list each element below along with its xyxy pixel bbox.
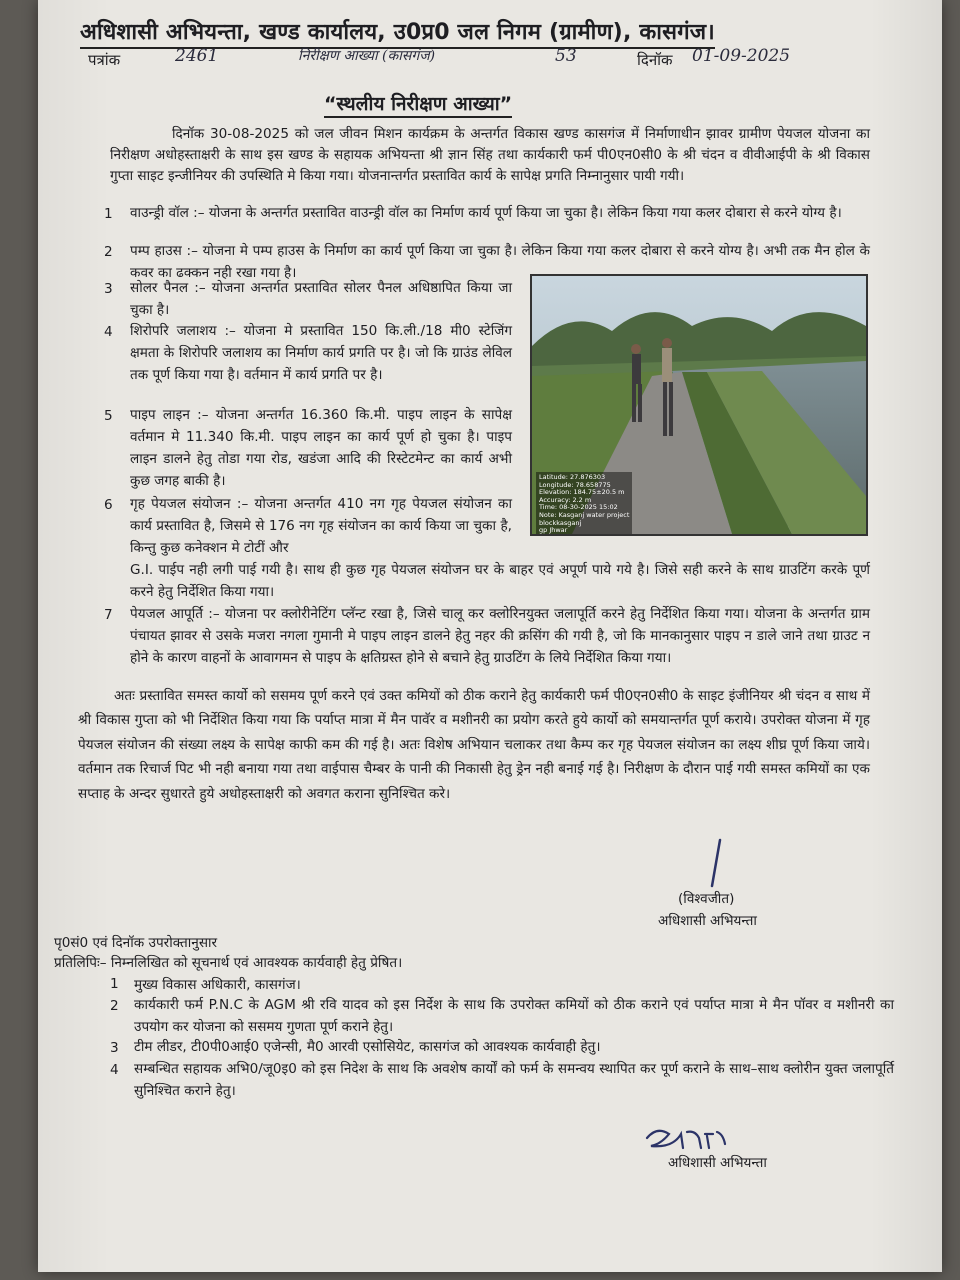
list-item: सोलर पैनल :– योजना अन्तर्गत प्रस्तावित सोलर पैनल अधिष्ठापित किया जा चुका है। <box>130 280 512 318</box>
copy-item: टीम लीडर, टी0पी0आई0 एजेन्सी, मै0 आरवी एसोसियेट, कासगंज को आवश्यक कार्यवाही हेतु। <box>134 1039 601 1055</box>
copy-item: सम्बन्धित सहायक अभि0/जू0इ0 को इस निदेश के साथ कि अवशेष कार्यों को फर्म के समन्वय स्थापित कर पूर्ण कराने के साथ–साथ क्लोरीन युक्त जलापूर्ति सुनिश्चित कराने हेतु। <box>134 1061 894 1099</box>
reference-line <box>80 48 900 72</box>
list-item: पम्प हाउस :– योजना मे पम्प हाउस के निर्माण का कार्य पूर्ण किया जा चुका है। लेकिन किया गया कलर दोबारा से करने योग्य है। अभी तक मैन होल के कवर का ढक्कन नही रखा गया है। <box>130 243 870 281</box>
item-number: 2 <box>104 244 113 260</box>
geotag-latitude: Latitude: 27.876303 <box>539 473 606 481</box>
geotag-accuracy: Accuracy: 2.2 m <box>539 495 592 504</box>
geotag-block: blockkasganj <box>539 518 582 527</box>
geotag-longitude: Longitude: 78.658775 <box>539 480 611 489</box>
item-number: 7 <box>104 607 113 623</box>
copy-reference: पृ0सं0 एवं दिनॉक उपरोक्तानुसार <box>54 935 218 951</box>
geotag-note: Note: Kasganj water project <box>539 510 630 519</box>
geotag-gp: gp Jhwar <box>539 526 568 535</box>
list-item: पेयजल आपूर्ति :– योजना पर क्लोरीनेटिंग प्लॅन्ट रखा है, जिसे चालू कर क्लोरिनयुक्त जलापूर्ति करने हेतु निर्देशित किया गया। योजना के अन्तर्गत ग्राम पंचायत झावर से उसके मजरा नगला गुमानी मे पाइप लाइन डालने हेतु नहर की क्रसिंग की गयी है, जो कि मानकानुसार पाइप न डाले जाने तथा ग्राउट न होने के कारण वाहनों के आवागमन से पाइप के क्षतिग्रस्त होने से बचाने हेतु ग्राउटिंग के लिये निर्देशित किया गया। <box>130 606 870 666</box>
item-number: 5 <box>104 408 113 424</box>
list-item-continued: G.I. पाईप नही लगी पाई गयी है। साथ ही कुछ गृह पेयजल संयोजन घर के बाहर एवं अपूर्ण पाये गये है। जिसे सही करने के साथ ग्राउटिंग करके पूर्ण करने हेतु निर्देशित किया गया। <box>130 562 870 600</box>
conclusion-paragraph: अतः प्रस्तावित समस्त कार्यो को ससमय पूर्ण करने एवं उक्त कमियों को ठीक कराने हेतु कार्यकारी फर्म पी0एन0सी0 के साइट इंजीनियर श्री चंदन व साथ में श्री विकास गुप्ता को भी निर्देशित किया गया कि पर्याप्त मात्रा में मैन पावॅर व मशीनरी का प्रयोग करते हुये कार्यो को समयान्तर्गत पूर्ण कराये। उपरोक्त योजना में गृह पेयजल संयोजन की संख्या लक्ष्य के सापेक्ष काफी कम की गई है। अतः विशेष अभियान चलाकर तथा कैम्प कर गृह पेयजल संयोजन का लक्ष्य शीघ्र पूर्ण किया जाये। वर्तमान तक रिचार्ज पिट भी नही बनाया गया तथा वाईपास चैम्बर के पानी की निकासी हेतु ड्रेन नही बनाई गई है। निरीक्षण के दौरान पाई गयी समस्त कमियों का एक सप्ताह के अन्दर सुधारते हुये अधोहस्ताक्षरी को अवगत कराना सुनिश्चित करे। <box>78 688 870 802</box>
signatory-designation: अधिशासी अभियन्ता <box>658 913 757 929</box>
intro-paragraph: दिनॉक 30-08-2025 को जल जीवन मिशन कार्यक्रम के अन्तर्गत विकास खण्ड कासगंज में निर्माणाधीन झावर ग्रामीण पेयजल योजना का निरीक्षण अधोहस्ताक्षरी के साथ इस खण्ड के सहायक अभियन्ता श्री ज्ञान सिंह तथा कार्यकारी फर्म पी0एन0सी0 के श्री चंदन व वीवीआईपी के श्री विकास गुप्ता साइट इन्जीनियर की उपस्थिति मे किया गया। योजनान्तर्गत प्रस्तावित कार्य के सापेक्ष प्रगति निम्नानुसार पायी गयी। <box>110 126 870 184</box>
document-page <box>38 0 942 1272</box>
item-number: 1 <box>104 206 113 222</box>
office-header: अधिशासी अभियन्ता, खण्ड कार्यालय, उ0प्र0 जल निगम (ग्रामीण), कासगंज। <box>80 16 715 49</box>
copy-item-number: 4 <box>110 1062 119 1078</box>
signature-stroke-2 <box>643 1122 733 1156</box>
list-item: शिरोपरि जलाशय :– योजना मे प्रस्तावित 150 कि.ली./18 मी0 स्टेजिंग क्षमता के शिरोपरि जलाशय का निर्माण कार्य प्रगति पर है। जो कि ग्राउंड लेविल तक पूर्ण किया गया है। वर्तमान में कार्य प्रगति पर है। <box>130 323 512 383</box>
list-item: गृह पेयजल संयोजन :– योजना अन्तर्गत 410 नग गृह पेयजल संयोजन का कार्य प्रस्तावित है, जिसमे से 176 नग गृह संयोजन का कार्य किया जा चुका है, किन्तु कुछ कनेक्शन मे टोटीं और <box>130 496 512 556</box>
site-photo <box>530 274 868 536</box>
list-item: वाउन्ड्री वॉल :– योजना के अन्तर्गत प्रस्तावित वाउन्ड्री वॉल का निर्माण कार्य पूर्ण किया जा चुका है। लेकिन किया गया कलर दोबारा से करने योग्य है। <box>130 205 842 221</box>
report-title: “स्थलीय निरीक्षण आख्या” <box>324 90 512 118</box>
geotag-overlay <box>536 472 632 536</box>
letter-number: 2461 <box>175 46 219 66</box>
copy-item-number: 3 <box>110 1040 119 1056</box>
signature-stroke-1 <box>698 838 738 894</box>
item-number: 6 <box>104 497 113 513</box>
signatory-designation-2: अधिशासी अभियन्ता <box>668 1155 767 1171</box>
copy-item: कार्यकारी फर्म P.N.C के AGM श्री रवि यादव को इस निर्देश के साथ कि उपरोक्त कमियों को ठीक कराने एवं पर्याप्त मात्रा मे मैन पॉवर व मशीनरी का उपयोग कर योजना को ससमय गुणता पूर्ण कराने हेतु। <box>134 997 894 1035</box>
geotag-elevation: Elevation: 184.75±20.5 m <box>539 488 625 497</box>
copy-item-number: 2 <box>110 998 119 1014</box>
copy-item: मुख्य विकास अधिकारी, कासगंज। <box>134 977 301 993</box>
signatory-name: (विश्वजीत) <box>678 891 735 907</box>
geotag-time: Time: 08-30-2025 15:02 <box>539 503 618 512</box>
list-item: पाइप लाइन :– योजना अन्तर्गत 16.360 कि.मी. पाइप लाइन के सापेक्ष वर्तमान मे 11.340 कि.मी. पाइप लाइन का कार्य पूर्ण हो चुका है। पाइप लाइन डालने हेतु तोडा गया रोड, खडंजा आदि की रिस्टेटमेन्ट का कार्य अभी कुछ जगह बाकी है। <box>130 407 512 489</box>
letter-code: 53 <box>555 46 577 66</box>
item-number: 3 <box>104 281 113 297</box>
date-label: दिनॉक <box>637 51 673 69</box>
copy-item-number: 1 <box>110 976 119 992</box>
item-number: 4 <box>104 324 113 340</box>
copy-intro: प्रतिलिपिः– निम्नलिखित को सूचनार्थ एवं आवश्यक कार्यवाही हेतु प्रेषित। <box>54 955 403 971</box>
letter-label: पत्रांक <box>88 51 121 69</box>
letter-date: 01-09-2025 <box>692 46 791 66</box>
letter-subject-handwritten: निरीक्षण आख्या (कासगंज) <box>298 48 436 64</box>
